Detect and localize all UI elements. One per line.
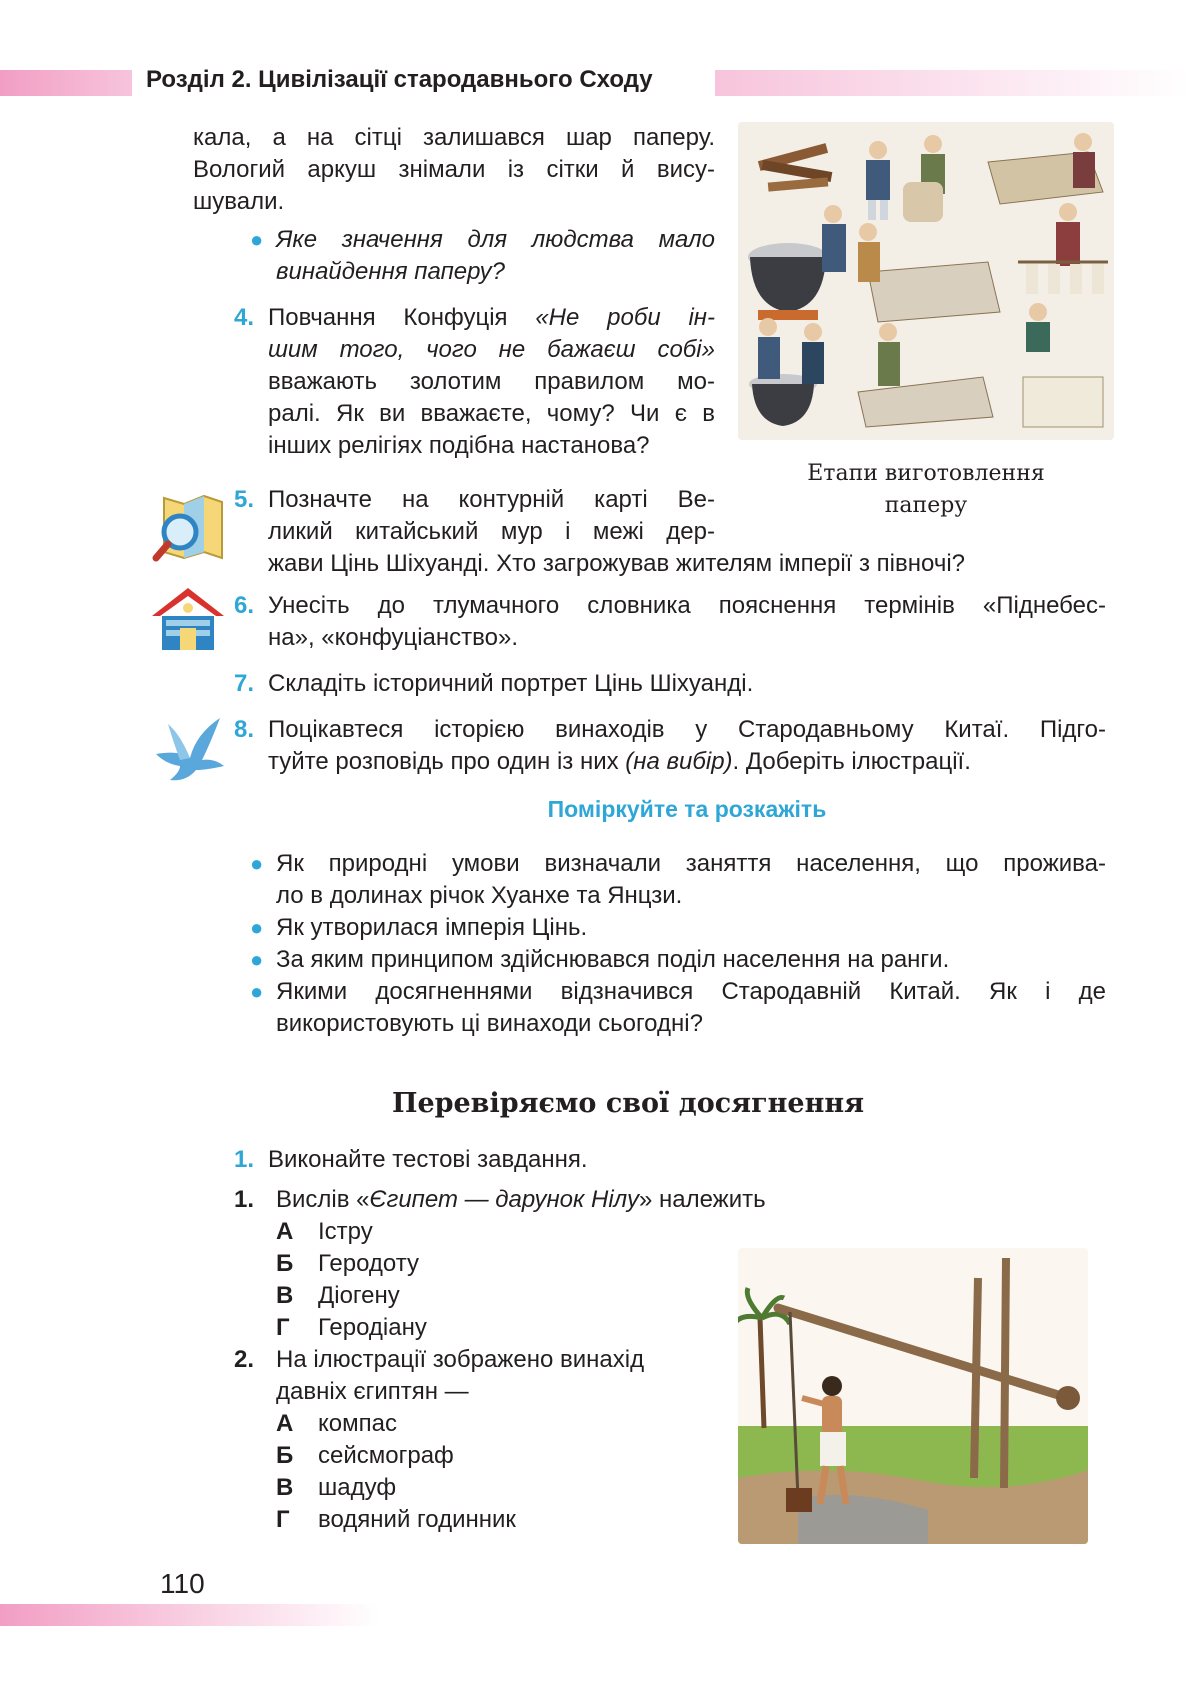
- paper-question-line-2: винайдення паперу?: [276, 258, 506, 285]
- shaduf-scene-svg: [738, 1248, 1088, 1544]
- think-bullet-4-line-1: Якими досягненнями відзначився Стародавній Китай. Як і де: [276, 978, 1106, 1005]
- test-1-option-c: В Діогену: [276, 1282, 400, 1309]
- test-2-question-line-2: давніх єгиптян —: [276, 1378, 469, 1405]
- shaduf-beam: [778, 1308, 1068, 1398]
- house-icon: [150, 586, 226, 652]
- worker-figure: [822, 205, 846, 272]
- task-8-number: 8.: [234, 716, 255, 743]
- test-2-option-a: А компас: [276, 1410, 397, 1437]
- counterweight: [1056, 1386, 1080, 1410]
- test-1-option-b: Б Геродоту: [276, 1250, 419, 1277]
- test-1-option-a: А Істру: [276, 1218, 373, 1245]
- shaduf-bucket: [786, 1488, 812, 1512]
- worker-figure: [802, 323, 824, 384]
- chapter-header: Розділ 2. Цивілізації стародавнього Сходу: [146, 66, 653, 93]
- think-bullet-2: Як утворилася імперія Цінь.: [276, 914, 588, 941]
- check-section-title: Перевіряємо свої досягнення: [391, 1088, 865, 1119]
- intro-line-1: кала, а на сітці залишався шар паперу.: [193, 124, 715, 151]
- pot: [752, 384, 814, 426]
- bullet-dot: ●: [250, 915, 264, 940]
- bullet-dot: ●: [250, 227, 264, 252]
- shaduf-post: [1004, 1258, 1006, 1488]
- test-2-question-line-1: На ілюстрації зображено винахід: [276, 1346, 645, 1373]
- page-number: 110: [160, 1568, 205, 1599]
- bullet-dot: ●: [250, 851, 264, 876]
- test-2-option-d: Г водяний годинник: [276, 1506, 516, 1533]
- worker-figure: [1073, 133, 1095, 188]
- task-4-line-3: вважають золотим правилом мо-: [268, 368, 715, 395]
- paper-stack: [1023, 377, 1103, 427]
- check-task-1-number: 1.: [234, 1146, 255, 1173]
- task-5-line-3: жави Цінь Шіхуанді. Хто загрожував жителям імперії з півночі?: [268, 550, 966, 577]
- worker-figure: [1026, 303, 1050, 352]
- task-7-number: 7.: [234, 670, 255, 697]
- figure-caption-line-2: паперу: [884, 493, 968, 518]
- check-task-1-text: Виконайте тестові завдання.: [268, 1146, 588, 1173]
- task-4-line-1: Повчання Конфуція «Не роби ін-: [268, 304, 715, 331]
- test-2-option-c: В шадуф: [276, 1474, 397, 1501]
- test-2-option-b: Б сейсмограф: [276, 1442, 454, 1469]
- map-magnifier-icon: [150, 488, 226, 564]
- test-2-number: 2.: [234, 1346, 255, 1373]
- task-4-line-2: шим того, чого не бажаєш собі»: [268, 336, 715, 363]
- task-6-line-2: на», «конфуціанство».: [268, 624, 518, 651]
- task-5-number: 5.: [234, 486, 255, 513]
- shaduf-illustration: [738, 1248, 1088, 1544]
- task-8-line-2: туйте розповідь про один із них (на вибір). Доберіть ілюстрації.: [268, 748, 971, 775]
- think-bullet-3: За яким принципом здійснювався поділ населення на ранги.: [276, 946, 950, 973]
- bullet-dot: ●: [250, 979, 264, 1004]
- task-8-line-1: Поцікавтеся історією винаходів у Стародавньому Китаї. Підго-: [268, 716, 1106, 743]
- paper-making-scenes-svg: [738, 122, 1114, 440]
- task-4-line-5: інших релігіях подібна настанова?: [268, 432, 650, 459]
- bullet-dot: ●: [250, 947, 264, 972]
- task-6-line-1: Унесіть до тлумачного словника пояснення термінів «Піднебес-: [268, 592, 1106, 619]
- vat: [868, 262, 1000, 322]
- bird-icon: [150, 714, 226, 784]
- footer-bar: [0, 1604, 380, 1626]
- figure-caption: [738, 458, 1114, 522]
- task-7-line-1: Складіть історичний портрет Цінь Шіхуанді.: [268, 670, 754, 697]
- worker-figure: [866, 141, 890, 220]
- cauldron: [750, 257, 826, 312]
- think-bullet-4-line-2: використовують ці винаходи сьогодні?: [276, 1010, 703, 1037]
- worker-figure: [858, 223, 880, 282]
- task-5-line-2: ликий китайський мур і межі дер-: [268, 518, 715, 545]
- test-1-number: 1.: [234, 1186, 255, 1213]
- intro-line-2: Вологий аркуш знімали із сітки й вису-: [193, 156, 715, 183]
- test-1-question: Вислів «Єгипет — дарунок Нілу» належить: [276, 1186, 766, 1213]
- task-4-number: 4.: [234, 304, 255, 331]
- bamboo-bundle: [758, 143, 832, 191]
- paper-making-illustration: [738, 122, 1114, 440]
- task-4-line-4: ралі. Як ви вважаєте, чому? Чи є в: [268, 400, 715, 427]
- worker-figure: [758, 318, 780, 379]
- intro-line-3: шували.: [193, 188, 285, 215]
- think-section-title: Поміркуйте та розкажіть: [547, 796, 827, 822]
- think-bullet-1-line-1: Як природні умови визначали заняття населення, що прожива-: [276, 850, 1106, 877]
- worker-figure: [1056, 203, 1080, 266]
- drying-rack: [1018, 262, 1108, 294]
- worker-figure: [878, 323, 900, 386]
- figure-caption-line-1: Етапи виготовлення: [807, 461, 1045, 486]
- task-6-number: 6.: [234, 592, 255, 619]
- think-bullet-1-line-2: ло в долинах річок Хуанхе та Янцзи.: [276, 882, 683, 909]
- mortar: [903, 182, 943, 222]
- header-bar-right: [715, 70, 1189, 96]
- task-5-line-1: Позначте на контурній карті Ве-: [268, 486, 715, 513]
- header-bar-left: [0, 70, 132, 96]
- shaduf-post: [974, 1278, 978, 1478]
- test-1-option-d: Г Геродіану: [276, 1314, 427, 1341]
- paper-question-line-1: Яке значення для людства мало: [276, 226, 715, 253]
